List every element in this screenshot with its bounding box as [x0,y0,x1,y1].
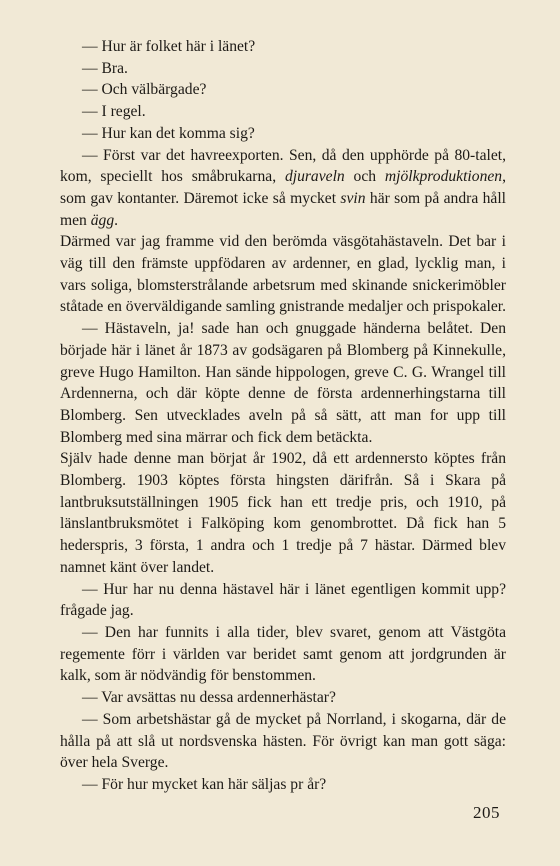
paragraph: — I regel. [82,103,146,121]
page-number: 205 [473,803,500,822]
paragraph: — Som arbetshästar gå de mycket på Norrland, i skogarna, där de hålla på att slå ut nordsvenska hästen. För övrigt kan man gott säga: över hela Sverge. [60,710,506,772]
paragraph: — Hur kan det komma sig? [82,124,255,142]
paragraph-rich [60,145,506,232]
paragraph: Därmed var jag framme vid den berömda väsgötahästaveln. Det bar i väg till den främste uppfödaren av ardenner, en glad, lycklig man, i vars soliga, blomsterstrålande arbetsrum med skinande snickerimöbler ståtade en överväldigande samling gnistrande medaljer och prispokaler. [60,233,507,316]
paragraph: — Hur har nu denna hästavel här i länet egentligen kommit upp? frågade jag. [60,580,506,620]
italic-term: djuraveln [284,168,345,186]
italic-term: mjölkproduktionen [384,168,503,186]
paragraph: — Hästaveln, ja! sade han och gnuggade händerna belåtet. Den började här i länet år 1873 av godsägaren på Blomberg på Kinnekulle, greve Hugo Hamilton. Han sände hippologen, greve C. G. Wrangel till Ardennerna, och där köpte denne de första ardennerhingstarna till Blomberg. Sen utvecklades aveln på så sätt, att man for upp till Blomberg med sina märrar och fick dem betäckta. [60,320,506,446]
text-run: — Först var det havreexporten. Sen, då den upphörde på 80-talet, kom, speciellt hos småbrukarna, [60,146,506,186]
text-run: , som gav kontanter. Däremot icke så mycket [60,168,506,207]
paragraph: — Hur är folket här i länet? [82,38,256,55]
paragraph: — Var avsättas nu dessa ardennerhästar? [82,689,336,707]
italic-term: svin [340,189,366,207]
text-run: och [344,168,385,186]
paragraph: — Den har funnits i alla tider, blev svaret, genom att Västgöta regemente förr i världen var beridet samt genom att jordgrunden är kalk, som är nödvändig för benstommen. [60,623,506,685]
paragraph: — Och välbärgade? [82,81,207,99]
paragraph: — Bra. [82,59,128,77]
paragraph: Själv hade denne man börjat år 1902, då ett ardennersto köptes från Blomberg. 1903 köptes första hingsten därifrån. Så i Skara på lantbruksutställningen 1905 fick han ett tredje pris, och 1910, på länslantbruksmötet i Falköping kom genombrottet. Då fick han 5 hederspris, 3 första, 1 andra och 1 tredje på 7 hästar. Därmed blev namnet känt över landet. [60,450,506,576]
italic-term: ägg [90,211,115,229]
paragraph: — För hur mycket kan här säljas pr år? [82,775,327,793]
text-run: här som på andra håll men [60,189,506,229]
text-run: . [114,211,119,229]
body-text [60,36,506,796]
